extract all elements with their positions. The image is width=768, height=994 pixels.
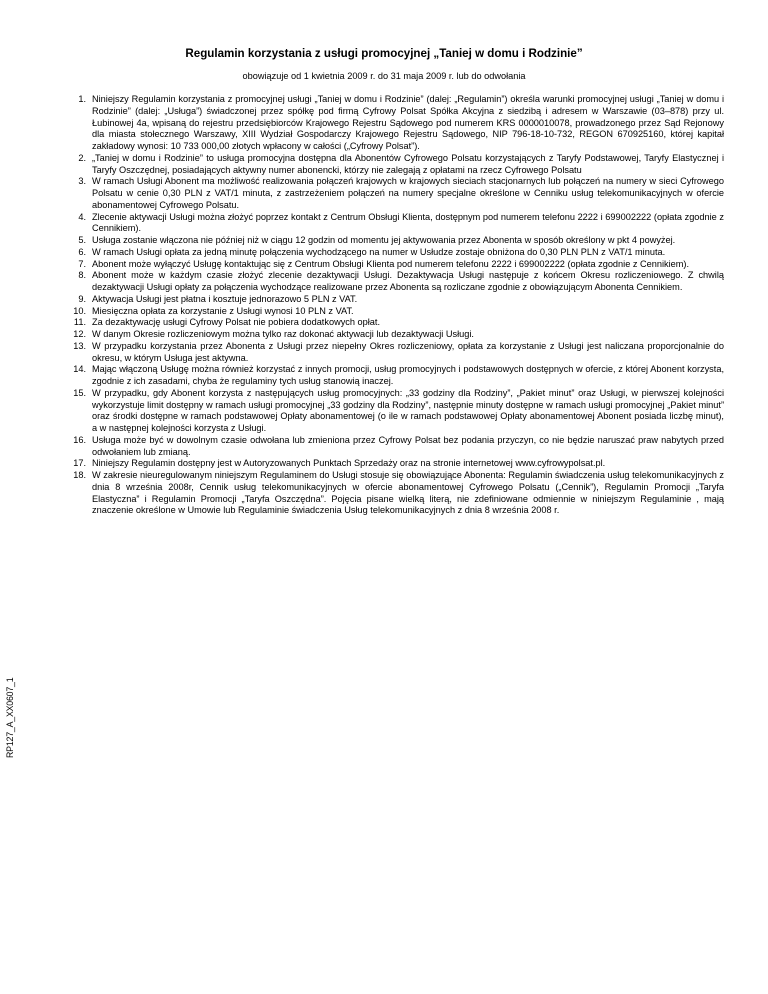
rule-number: 13.: [73, 340, 86, 351]
rule-text: W ramach Usługi Abonent ma możliwość realizowania połączeń krajowych w krajowych sieciach stacjonarnych lub połączeń na numery w sieci Cyfrowego Polsatu w cenie 0,30 PLN z VAT/1 minuta, z zastrzeżeniem połączeń na numery specjalne określone w Cenniku usług telekomunikacyjnych w ofercie abonamentowej Cyfrowego Polsatu.: [92, 176, 724, 210]
rule-item: [78, 94, 724, 153]
rule-item: [73, 458, 724, 470]
rule-text: Niniejszy Regulamin dostępny jest w Autoryzowanych Punktach Sprzedaży oraz na stronie internetowej www.cyfrowypolsat.pl.: [92, 458, 606, 469]
document-title: Regulamin korzystania z usługi promocyjnej „Taniej w domu i Rodzinie”: [185, 47, 583, 60]
rule-number: 7.: [78, 258, 86, 269]
rule-number: 10.: [73, 305, 86, 316]
rule-text: Abonent może w każdym czasie złożyć zlecenie dezaktywacji Usługi. Dezaktywacja Usługi następuje z końcem Okresu rozliczeniowego. Z chwilą dezaktywacji Usługi opłaty za połączenia wychodzące realizowane przez Abonenta są rozliczane zgodnie z obowiązującym Abonenta Cennikiem.: [92, 270, 724, 292]
rule-text: Miesięczna opłata za korzystanie z Usługi wynosi 10 PLN z VAT.: [92, 305, 354, 316]
rule-number: 3.: [78, 176, 86, 187]
rules-list: [73, 94, 724, 517]
rule-number: 14.: [73, 364, 86, 375]
rule-text: Zlecenie aktywacji Usługi można złożyć poprzez kontakt z Centrum Obsługi Klienta, dostępnym pod numerem telefonu 2222 i 699002222 (opłata zgodnie z Cennikiem).: [92, 211, 724, 234]
rule-text: Usługa zostanie włączona nie później niż w ciągu 12 godzin od momentu jej aktywowania przez Abonenta w sposób określony w pkt 4 powyżej.: [92, 235, 676, 245]
rule-item: [78, 235, 724, 247]
rule-number: 6.: [78, 246, 86, 257]
rule-item: [73, 434, 724, 459]
rule-number: 9.: [78, 293, 86, 304]
rule-text: W przypadku, gdy Abonent korzysta z następujących usług promocyjnych: „33 godziny dla Rodziny”, „Pakiet minut” oraz Usługi, w pierwszej kolejności wykorzystuje limit dostępny w ramach usługi promocyjnej „33 godziny dla Rodziny”, następnie minuty dostępne w ramach usługi promocyjnej „Pakiet minut” oraz środki dostępne w ramach podstawowej Opłaty abonamentowej (o ile w ramach podstawowej Opłaty abonamentowej Abonent posiada liczbę minut), a w następnej kolejności korzysta z Usługi.: [92, 387, 724, 433]
rule-item: [78, 270, 724, 294]
document-subtitle: obowiązuje od 1 kwietnia 2009 r. do 31 maja 2009 r. lub do odwołania: [242, 71, 526, 81]
rule-number: 11.: [73, 317, 86, 328]
rule-number: 1.: [78, 94, 86, 104]
rule-number: 8.: [78, 270, 86, 281]
rule-number: 12.: [73, 329, 86, 339]
rule-number: 15.: [73, 387, 86, 398]
rule-item: [78, 258, 724, 271]
rule-number: 16.: [73, 434, 86, 445]
rule-item: [78, 211, 724, 236]
rule-number: 18.: [73, 470, 86, 480]
rule-text: Usługa może być w dowolnym czasie odwołana lub zmieniona przez Cyfrowy Polsat bez podania przyczyn, co nie będzie naruszać praw nabytych przed odwołaniem lub zmianą.: [92, 434, 724, 457]
rule-text: W danym Okresie rozliczeniowym można tylko raz dokonać aktywacji lub dezaktywacji Usługi.: [92, 329, 474, 339]
rule-item: [73, 387, 724, 435]
rule-number: 2.: [78, 152, 86, 163]
rule-text: Za dezaktywację usługi Cyfrowy Polsat nie pobiera dodatkowych opłat.: [92, 317, 381, 328]
rule-text: Niniejszy Regulamin korzystania z promocyjnej usługi „Taniej w domu i Rodzinie” (dalej: „Regulamin”) określa warunki promocyjnej usługi „Taniej w domu i Rodzinie” (dalej: „Usługa”) świadczonej przez spółkę pod firmą Cyfrowy Polsat Spółka Akcyjna z siedzibą i adresem w Warszawie (03–878) przy ul. Łubinowej 4a, wpisaną do rejestru przedsiębiorców Krajowego Rejestru Sądowego pod numerem KRS 0000010078, prowadzonego przez Sąd Rejonowy dla miasta stołecznego Warszawy, XIII Wydział Gospodarczy Krajowego Rejestru Sądowego, NIP 796-18-10-732, REGON 670925160, której kapitał zakładowy wynosi: 10 733 000,00 złotych wpłacony w całości („Cyfrowy Polsat”).: [92, 94, 724, 151]
rule-text: „Taniej w domu i Rodzinie” to usługa promocyjna dostępna dla Abonentów Cyfrowego Polsatu korzystających z Taryfy Podstawowej, Taryfy Elastycznej i Taryfy Oszczędnej, posiadających aktywny numer abonencki, którzy nie zalegają z opłatami na rzecz Cyfrowego Polsatu: [92, 152, 724, 175]
rule-item: [73, 305, 724, 318]
rule-text: Abonent może wyłączyć Usługę kontaktując się z Centrum Obsługi Klienta pod numerem telefonu 2222 i 699002222 (opłata zgodnie z Cennikiem).: [92, 258, 690, 269]
rule-number: 4.: [78, 211, 86, 222]
rule-text: Aktywacja Usługi jest płatna i kosztuje jednorazowo 5 PLN z VAT.: [92, 293, 358, 304]
rule-item: [78, 152, 724, 177]
rule-item: [73, 329, 724, 341]
rule-item: [78, 246, 724, 259]
rule-number: 17.: [73, 458, 86, 469]
rule-text: W zakresie nieuregulowanym niniejszym Regulaminem do Usługi stosuje się obowiązujące Abonenta: Regulamin świadczenia usług telekomunikacyjnych z dnia 8 września 2008r, Cennik usług telekomunikacyjnych w ofercie abonamentowej Cyfrowego Polsatu („Cennik”), Regulamin Promocji „Taryfa Elastyczna” i Regulamin Promocji „Taryfa Oszczędna”. Pojęcia pisane wielką literą, nie zdefiniowane odmiennie w niniejszym Regulaminie , mają znaczenie określone w Umowie lub Regulaminie świadczenia Usług telekomunikacyjnych z dnia 8 września 2008 r.: [92, 470, 724, 516]
rule-text: Mając włączoną Usługę można również korzystać z innych promocji, usług promocyjnych i podstawowych dostępnych w ofercie, z której Abonent korzysta, zgodnie z ich zasadami, chyba że regulaminy tych usług stanowią inaczej.: [92, 364, 724, 386]
side-document-code: RP127_A_XX0607_1: [5, 677, 15, 758]
rule-text: W ramach Usługi opłata za jedną minutę połączenia wychodzącego na numer w Usłudze zostaje obniżona do 0,30 PLN PLN z VAT/1 minuta.: [92, 246, 666, 257]
rule-number: 5.: [78, 235, 86, 245]
rule-item: [73, 317, 724, 329]
rule-text: W przypadku korzystania przez Abonenta z Usługi przez niepełny Okres rozliczeniowy, opłata za korzystanie z Usługi jest naliczana proporcjonalnie do okresu, w którym Usługa jest aktywna.: [92, 340, 724, 363]
rule-item: [73, 470, 724, 517]
rule-item: [78, 176, 724, 211]
rule-item: [73, 340, 724, 365]
rule-item: [78, 293, 724, 306]
rule-item: [73, 364, 724, 388]
